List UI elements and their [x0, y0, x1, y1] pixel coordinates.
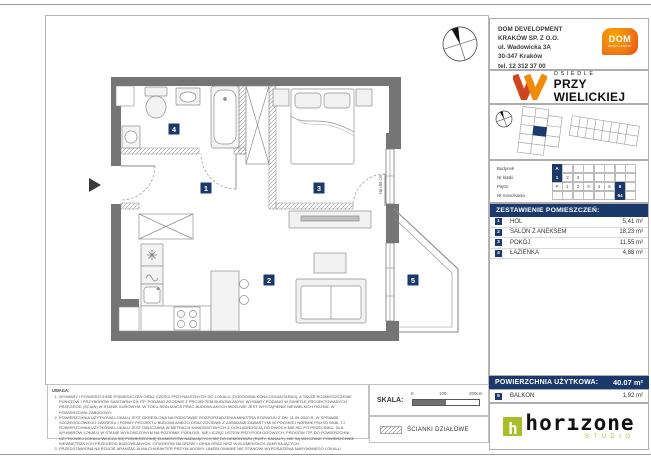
scale-label: SKALA:	[377, 397, 404, 404]
note-item: 1. WYMIARY I POWIERZCHNIE POMIESZCZEŃ ORAZ CZĘŚCI PRZYNALEŻNYCH DO LOKALU (OGRÓD/BALKON/LOGGIA/TARAS), A TAKŻE ROZMIESZCZENIE PUNKTÓW I PRZYBORÓW SANITARNYCH ITP. PODANO ZGODNIE Z PROJEKTEM BUDOWLANYM. WYMIARY PODANO W ŚWIETLE PROJEKTOWANYCH PRZEGRÓD (ŚCIAN) W STANIE SUROWYM. W TOKU REALIZACJI PRAC BUDOWLANYCH MOŻLIWE JEST WYSTĄPIENIE NIEWIELKICH RÓŻNIC W POWIERZCHNI ZABUDOWY.	[59, 394, 364, 415]
studio-logo-sub: STUDIO	[584, 434, 635, 440]
north-compass-icon	[439, 23, 482, 66]
recess-niche	[119, 307, 139, 331]
room-row-pokoj: 3 POKÓJ 11,55 m²	[490, 238, 648, 249]
room-badge-hol	[201, 183, 212, 194]
siteplan-building-a	[517, 106, 562, 157]
scale-bar	[412, 399, 480, 406]
usable-area-label: POWIERZCHNIA UŻYTKOWA:	[495, 379, 599, 386]
room-badge-salon	[264, 275, 275, 286]
sheet-bottom-border	[0, 454, 651, 455]
svg-text:2: 2	[266, 276, 272, 285]
studio-logo-name: horızone	[525, 411, 635, 435]
developer-name-line2: KRAKÓW SP. Z O.O.	[498, 35, 559, 43]
legend-partition-label: ŚCIANKI DZIAŁOWE	[407, 426, 469, 433]
developer-name-line1: DOM DEVELOPMENT	[498, 26, 563, 33]
notes-box	[47, 384, 369, 451]
room-list-box	[489, 203, 649, 376]
usable-area-value: 40.07 m²	[612, 378, 643, 387]
wardrobe	[246, 86, 269, 164]
room-row-hol: 1 HOL 5,41 m²	[490, 217, 648, 228]
room-badge-pokoj	[314, 183, 325, 194]
kitchen-units	[139, 214, 249, 331]
living-furniture	[289, 211, 371, 323]
balcony-row: 5 BALKON 1,92 m²	[489, 389, 649, 403]
scale-tick-0: 0	[411, 391, 414, 396]
sheet-top-border	[0, 4, 651, 5]
room-badge-lazienka	[169, 124, 180, 135]
siteplan-highlighted-unit	[533, 126, 547, 137]
entrance-arrow	[89, 178, 101, 192]
svg-text:3: 3	[316, 184, 322, 193]
room-row-salon: 2 SALON Z ANEKSEM 18,23 m²	[490, 228, 648, 239]
note-item: 2. POWIERZCHNIA UŻYTKOWA LOKALU JEST OKREŚLONA NA PODSTAWIE ROZPORZĄDZENIA MINISTRA ROZWOJU Z DN. 11.09.2020 R. W SPRAWIE SZCZEGÓŁOWEGO ZAKRESU I FORMY PROJEKTU BUDOWLANEGO ORAZ ZGODNIE Z ZASADAMI ZAWARTYMI W POLSKIEJ NORMIE PN-ISO 9836, TJ. POWIERZCHNIA UŻYTKOWA LOKALU JEST OBLICZANA W METRACH KWADRATOWYCH Z DOKŁADNOŚCIĄ DO DWÓCH MIEJSC PO PRZECINKU, DLA WYMIARÓW LOKALU W STANIE WYKOŃCZONYM NA POZIOMIE PODŁOGI, NIE LICZĄC LISTEW PRZYPODŁOGOWYCH, PROGÓW ITP. DO POWIERZCHNI UŻYTKOWEJ LOKALU WLICZA SIĘ POWIERZCHNIĘ ELEMENTÓW NADAJĄCYCH SIĘ DO DEMONTAŻU (RURY, KANAŁY). NIE SĄ WLICZANE POWIERZCHNIE WEWNĘTRZNYCH PRZEGRÓD BUDOWLANYCH, OTWORÓW NA DRZWI I OKNA ORAZ NISZ W ELEMENTACH ZAMYKAJĄCYCH.	[59, 415, 364, 446]
svg-text:5: 5	[410, 276, 416, 285]
table-row-budynek: Budynek A	[497, 164, 644, 173]
table-row-klatka: Nr klatki 1 2 3	[497, 173, 644, 182]
unit-location-table	[489, 160, 649, 203]
scale-box	[369, 384, 489, 416]
window-sill-height-note: Hp=85 cm	[378, 174, 383, 194]
legend-box	[369, 416, 489, 443]
floorplan-svg	[46, 16, 488, 384]
svg-text:4: 4	[171, 125, 177, 134]
room-badge-balkon	[408, 275, 419, 286]
room-list-header: ZESTAWIENIE POMIESZCZEŃ:	[490, 204, 648, 217]
svg-text:1: 1	[203, 184, 209, 193]
room-no-badge: 3	[495, 239, 502, 246]
siteplan-compass-icon	[496, 111, 512, 127]
usable-area-bar	[489, 376, 649, 389]
room-no-badge: 4	[495, 250, 502, 257]
siteplan-building-b	[569, 116, 639, 146]
floorplan-drawing-area	[45, 15, 489, 385]
bedroom-furniture	[273, 89, 372, 164]
balcony-no-badge: 5	[495, 393, 502, 400]
estate-name-line1: PRZY	[553, 77, 587, 92]
horizone-mark-icon: h	[503, 417, 522, 436]
siteplan-svg	[490, 105, 648, 159]
estate-logo-box	[489, 70, 649, 104]
balcony-outline	[394, 209, 458, 332]
table-row-pietro: Piętro P 1 2 3 4 5 6	[497, 182, 644, 191]
developer-street: ul. Wadowicka 3A	[498, 44, 551, 52]
scale-tick-100: 100	[439, 391, 447, 396]
shaft-niche	[116, 86, 134, 106]
estate-w-icon	[513, 74, 547, 100]
estate-osiedle-label: OSIEDLE	[553, 71, 596, 78]
notes-title: UWAGA:	[52, 388, 70, 393]
dom-logo-text: DOM	[608, 34, 632, 44]
developer-info-box	[489, 18, 649, 70]
room-no-badge: 2	[495, 229, 502, 236]
scale-tick-200: 200cm	[469, 391, 483, 396]
bathroom-fixtures	[122, 86, 239, 148]
siteplan-box	[489, 104, 649, 160]
developer-phone: tel. 12 312 37 00	[498, 62, 546, 70]
developer-city: 30-347 Kraków	[498, 53, 543, 61]
estate-name-line2: WIELICKIEJ	[553, 89, 626, 104]
note-item: 3. PRZEDSTAWIONA NA RZUCIE ARANŻACJA MA CHARAKTER PRZYKŁADOWY. UMEBLOWANIE NIE STANOWI WYPOSAŻENIA NABYWANEGO LOKALU.	[59, 446, 364, 451]
partition-wall-swatch	[380, 426, 402, 434]
room-row-lazienka: 4 ŁAZIENKA 4,88 m²	[490, 249, 648, 260]
studio-logo-box	[489, 403, 649, 450]
dom-development-logo	[602, 28, 638, 55]
dom-logo-subtext: DEVELOPMENT	[607, 45, 632, 48]
room-no-badge: 1	[495, 218, 502, 225]
table-row-mieszkanie: Nr mieszkania 64	[497, 191, 644, 200]
